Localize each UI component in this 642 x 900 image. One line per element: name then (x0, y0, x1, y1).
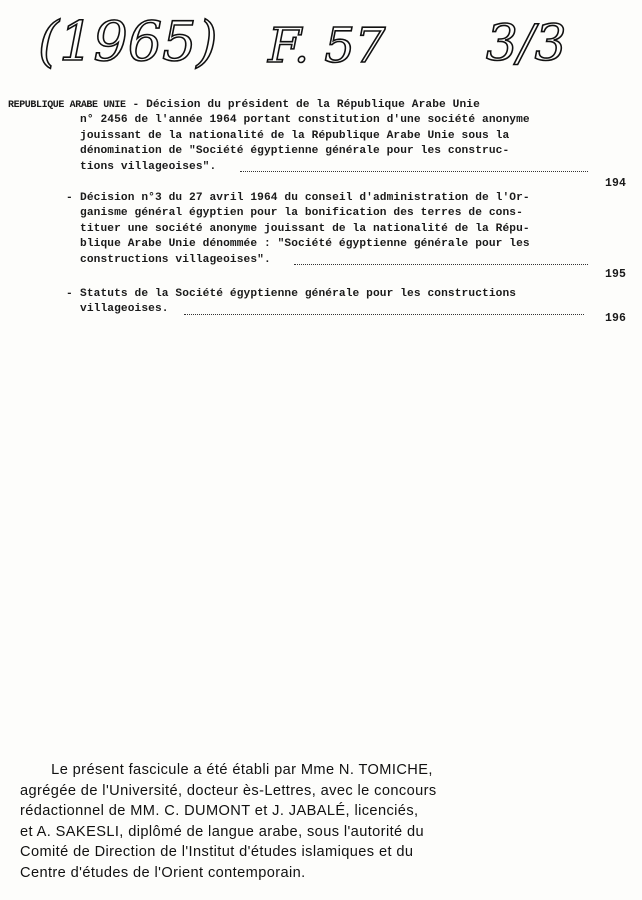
credits-line: et A. SAKESLI, diplômé de langue arabe, sous l'autorité du (20, 823, 425, 840)
toc-entry (8, 98, 628, 190)
handwritten-file-code: F. 57 (268, 18, 386, 74)
toc-entry-text: Statuts de la Société égyptienne générale pour les constructions (80, 288, 517, 300)
credits-line: Le présent fascicule a été établi par Mme N. TOMICHE, (20, 762, 433, 778)
handwritten-year: (1965) (38, 10, 218, 73)
toc-entry (8, 191, 628, 281)
toc-entry-text: jouissant de la nationalité de la République Arabe Unie sous la (80, 129, 510, 142)
entry-dash: - (66, 192, 73, 204)
credits-line: Centre d'études de l'Orient contemporain. (20, 864, 306, 881)
handwritten-fraction: 3/3 (486, 14, 567, 72)
page-number: 195 (604, 268, 626, 281)
page-number: 194 (604, 177, 626, 190)
toc-entry-text: Décision n°3 du 27 avril 1964 du conseil d'administration de l'Or- (80, 192, 530, 204)
toc-entry-text: dénomination de "Société égyptienne générale pour les construc- (80, 145, 510, 158)
toc-entry-text: tituer une société anonyme jouissant de la nationalité de la Répu- (80, 222, 530, 235)
toc-entry-text: constructions villageoises". (80, 253, 271, 266)
toc-entry-text: n° 2456 de l'année 1964 portant constitution d'une société anonyme (80, 114, 530, 127)
toc-entry-text: tions villageoises". (80, 160, 217, 173)
toc-entry-text: - Décision du président de la République Arabe Unie (125, 99, 480, 111)
toc-entry-text: ganisme général égyptien pour la bonification des terres de cons- (80, 207, 523, 220)
dot-leader (240, 171, 588, 172)
entry-dash: - (66, 288, 73, 300)
dot-leader (294, 264, 588, 265)
handwritten-annotation (36, 2, 596, 82)
toc-entry-last-line (8, 253, 628, 268)
credits-line: rédactionnel de MM. C. DUMONT et J. JABALÉ, licenciés, (20, 803, 419, 820)
toc-entry-first-line (8, 98, 628, 113)
toc-entry (8, 287, 628, 327)
toc-entry-last-line (8, 302, 628, 317)
credits-line: Comité de Direction de l'Institut d'études islamiques et du (20, 844, 414, 861)
toc-entry-last-line (8, 160, 628, 175)
country-heading: REPUBLIQUE ARABE UNIE (8, 100, 126, 111)
dot-leader (184, 314, 584, 315)
page-number: 196 (604, 312, 626, 325)
credits-line: agrégée de l'Université, docteur ès-Lettres, avec le concours (20, 782, 437, 799)
credits-paragraph (20, 760, 580, 884)
toc-entry-text: blique Arabe Unie dénommée : "Société égyptienne générale pour les (80, 238, 530, 251)
table-of-contents (8, 98, 628, 327)
toc-entry-text: villageoises. (80, 303, 169, 316)
